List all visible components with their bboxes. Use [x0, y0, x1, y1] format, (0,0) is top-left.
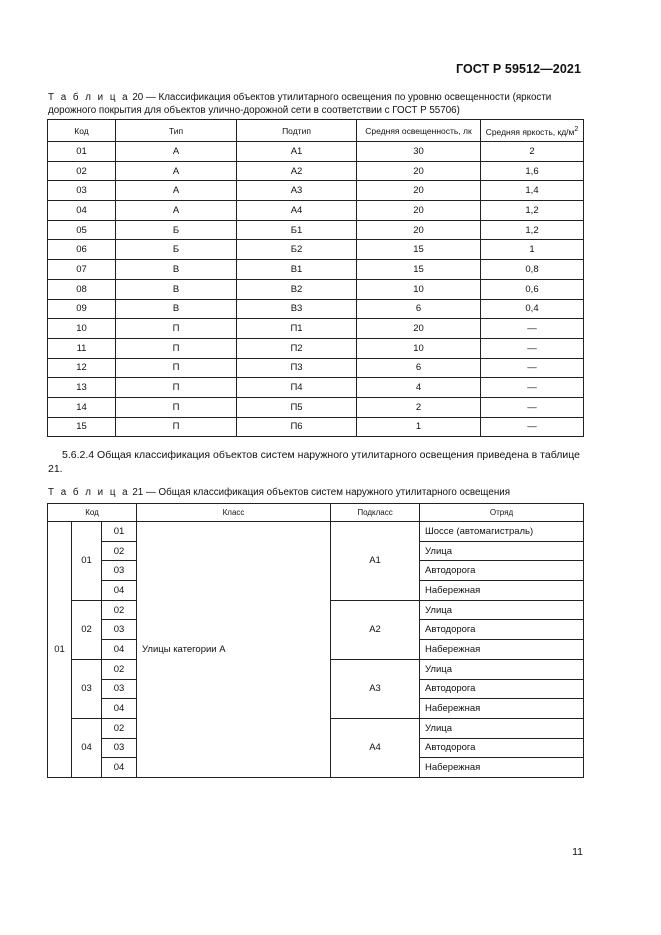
cell-illuminance: 20 [357, 161, 481, 181]
item-code-cell: 02 [102, 659, 137, 679]
table-row [48, 522, 584, 542]
cell-illuminance: 10 [357, 338, 481, 358]
cell-illuminance: 1 [357, 417, 481, 437]
cell-type: А [116, 161, 237, 181]
cell-subtype: П5 [237, 397, 357, 417]
cell-luminance: — [481, 319, 584, 339]
cell-subtype: А4 [237, 201, 357, 221]
cell-code: 03 [48, 181, 116, 201]
cell-type: А [116, 181, 237, 201]
cell-type: Б [116, 220, 237, 240]
order-cell: Набережная [420, 640, 584, 660]
item-code-cell: 03 [102, 620, 137, 640]
cell-subtype: А3 [237, 181, 357, 201]
item-code-cell: 02 [102, 541, 137, 561]
cell-code: 10 [48, 319, 116, 339]
group-code-cell: 01 [72, 522, 102, 601]
cell-subtype: В3 [237, 299, 357, 319]
cell-subtype: А2 [237, 161, 357, 181]
table-20-caption-text: 20 — Классификация объектов утилитарного освещения по уровню освещенности (яркости дорожного покрытия для объектов улично-дорожной сети в соответствии с ГОСТ Р 55706) [48, 92, 552, 116]
luminance-header-superscript: 2 [574, 124, 579, 133]
table-row [48, 201, 584, 221]
order-cell: Улица [420, 600, 584, 620]
item-code-cell: 02 [102, 718, 137, 738]
cell-type: П [116, 319, 237, 339]
table-row [48, 319, 584, 339]
cell-luminance: 0,4 [481, 299, 584, 319]
cell-type: П [116, 378, 237, 398]
cell-luminance: 1,2 [481, 220, 584, 240]
cell-type: А [116, 142, 237, 162]
cell-illuminance: 4 [357, 378, 481, 398]
cell-type: П [116, 397, 237, 417]
item-code-cell: 02 [102, 600, 137, 620]
table-21 [47, 503, 584, 778]
table-21-header-class: Класс [137, 504, 331, 522]
cell-code: 15 [48, 417, 116, 437]
table-row [48, 220, 584, 240]
item-code-cell: 03 [102, 738, 137, 758]
cell-type: В [116, 279, 237, 299]
table-20 [47, 119, 584, 437]
table-21-header-order: Отряд [420, 504, 584, 522]
item-code-cell: 01 [102, 522, 137, 542]
table-row [48, 417, 584, 437]
table-row [48, 161, 584, 181]
table-21-caption [48, 487, 588, 500]
cell-subtype: П3 [237, 358, 357, 378]
cell-luminance: 2 [481, 142, 584, 162]
cell-code: 14 [48, 397, 116, 417]
cell-code: 05 [48, 220, 116, 240]
cell-illuminance: 15 [357, 260, 481, 280]
order-cell: Набережная [420, 581, 584, 601]
table-row [48, 358, 584, 378]
cell-illuminance: 6 [357, 358, 481, 378]
cell-luminance: 0,6 [481, 279, 584, 299]
cell-subtype: А1 [237, 142, 357, 162]
group-code-cell: 02 [72, 600, 102, 659]
table-20-header-code: Код [48, 120, 116, 142]
section-paragraph: 5.6.2.4 Общая классификация объектов систем наружного утилитарного освещения приведена в таблице 21. [48, 449, 580, 475]
table-20-header-luminance [481, 120, 584, 142]
cell-luminance: — [481, 338, 584, 358]
table-20-header-row [48, 120, 584, 142]
luminance-header-text: Средняя яркость, кд/м [485, 126, 575, 137]
table-row [48, 397, 584, 417]
order-cell: Автодорога [420, 561, 584, 581]
cell-code: 07 [48, 260, 116, 280]
table-20-body [48, 142, 584, 437]
cell-subtype: П4 [237, 378, 357, 398]
order-cell: Улица [420, 718, 584, 738]
subclass-cell: А2 [331, 600, 420, 659]
cell-code: 13 [48, 378, 116, 398]
table-row [48, 299, 584, 319]
cell-illuminance: 6 [357, 299, 481, 319]
item-code-cell: 03 [102, 679, 137, 699]
table-20-caption-label: Т а б л и ц а [48, 92, 130, 103]
top-code-cell: 01 [48, 522, 72, 778]
cell-type: П [116, 338, 237, 358]
cell-luminance: — [481, 378, 584, 398]
cell-code: 04 [48, 201, 116, 221]
cell-luminance: 1,2 [481, 201, 584, 221]
cell-illuminance: 30 [357, 142, 481, 162]
order-cell: Улица [420, 541, 584, 561]
cell-subtype: В2 [237, 279, 357, 299]
cell-type: Б [116, 240, 237, 260]
cell-type: П [116, 417, 237, 437]
cell-luminance: 1 [481, 240, 584, 260]
cell-subtype: Б1 [237, 220, 357, 240]
subclass-cell: А3 [331, 659, 420, 718]
table-21-header-subclass: Подкласс [331, 504, 420, 522]
cell-type: А [116, 201, 237, 221]
cell-subtype: В1 [237, 260, 357, 280]
cell-luminance: — [481, 358, 584, 378]
subclass-cell: А4 [331, 718, 420, 777]
cell-type: П [116, 358, 237, 378]
table-row [48, 240, 584, 260]
order-cell: Автодорога [420, 679, 584, 699]
cell-type: В [116, 299, 237, 319]
table-row [48, 378, 584, 398]
cell-code: 06 [48, 240, 116, 260]
cell-luminance: 1,6 [481, 161, 584, 181]
cell-illuminance: 20 [357, 319, 481, 339]
order-cell: Автодорога [420, 738, 584, 758]
cell-luminance: — [481, 397, 584, 417]
order-cell: Автодорога [420, 620, 584, 640]
cell-type: В [116, 260, 237, 280]
table-row [48, 142, 584, 162]
table-21-caption-text: 21 — Общая классификация объектов систем наружного утилитарного освещения [129, 487, 511, 498]
cell-illuminance: 15 [357, 240, 481, 260]
cell-code: 02 [48, 161, 116, 181]
group-code-cell: 03 [72, 659, 102, 718]
document-header: ГОСТ Р 59512—2021 [455, 62, 581, 76]
item-code-cell: 04 [102, 699, 137, 719]
cell-illuminance: 10 [357, 279, 481, 299]
cell-code: 08 [48, 279, 116, 299]
table-20-header-type: Тип [116, 120, 237, 142]
item-code-cell: 04 [102, 758, 137, 778]
cell-illuminance: 20 [357, 201, 481, 221]
table-21-header-code: Код [48, 504, 137, 522]
cell-code: 09 [48, 299, 116, 319]
table-20-header-illuminance: Средняя освещенность, лк [357, 120, 481, 142]
cell-subtype: П2 [237, 338, 357, 358]
table-row [48, 260, 584, 280]
subclass-cell: А1 [331, 522, 420, 601]
order-cell: Шоссе (автомагистраль) [420, 522, 584, 542]
cell-subtype: Б2 [237, 240, 357, 260]
item-code-cell: 04 [102, 581, 137, 601]
table-21-header-row [48, 504, 584, 522]
table-20-header-subtype: Подтип [237, 120, 357, 142]
item-code-cell: 03 [102, 561, 137, 581]
cell-illuminance: 2 [357, 397, 481, 417]
table-row [48, 279, 584, 299]
cell-code: 11 [48, 338, 116, 358]
order-cell: Улица [420, 659, 584, 679]
cell-code: 01 [48, 142, 116, 162]
table-21-body [48, 522, 584, 778]
table-20-caption [48, 92, 588, 117]
page-number: 11 [572, 846, 583, 858]
table-row [48, 181, 584, 201]
table-21-caption-label: Т а б л и ц а [48, 487, 130, 498]
cell-illuminance: 20 [357, 181, 481, 201]
class-cell: Улицы категории А [137, 522, 331, 778]
cell-subtype: П1 [237, 319, 357, 339]
cell-luminance: — [481, 417, 584, 437]
item-code-cell: 04 [102, 640, 137, 660]
table-row [48, 338, 584, 358]
group-code-cell: 04 [72, 718, 102, 777]
order-cell: Набережная [420, 699, 584, 719]
cell-subtype: П6 [237, 417, 357, 437]
cell-illuminance: 20 [357, 220, 481, 240]
cell-code: 12 [48, 358, 116, 378]
cell-luminance: 0,8 [481, 260, 584, 280]
cell-luminance: 1,4 [481, 181, 584, 201]
order-cell: Набережная [420, 758, 584, 778]
